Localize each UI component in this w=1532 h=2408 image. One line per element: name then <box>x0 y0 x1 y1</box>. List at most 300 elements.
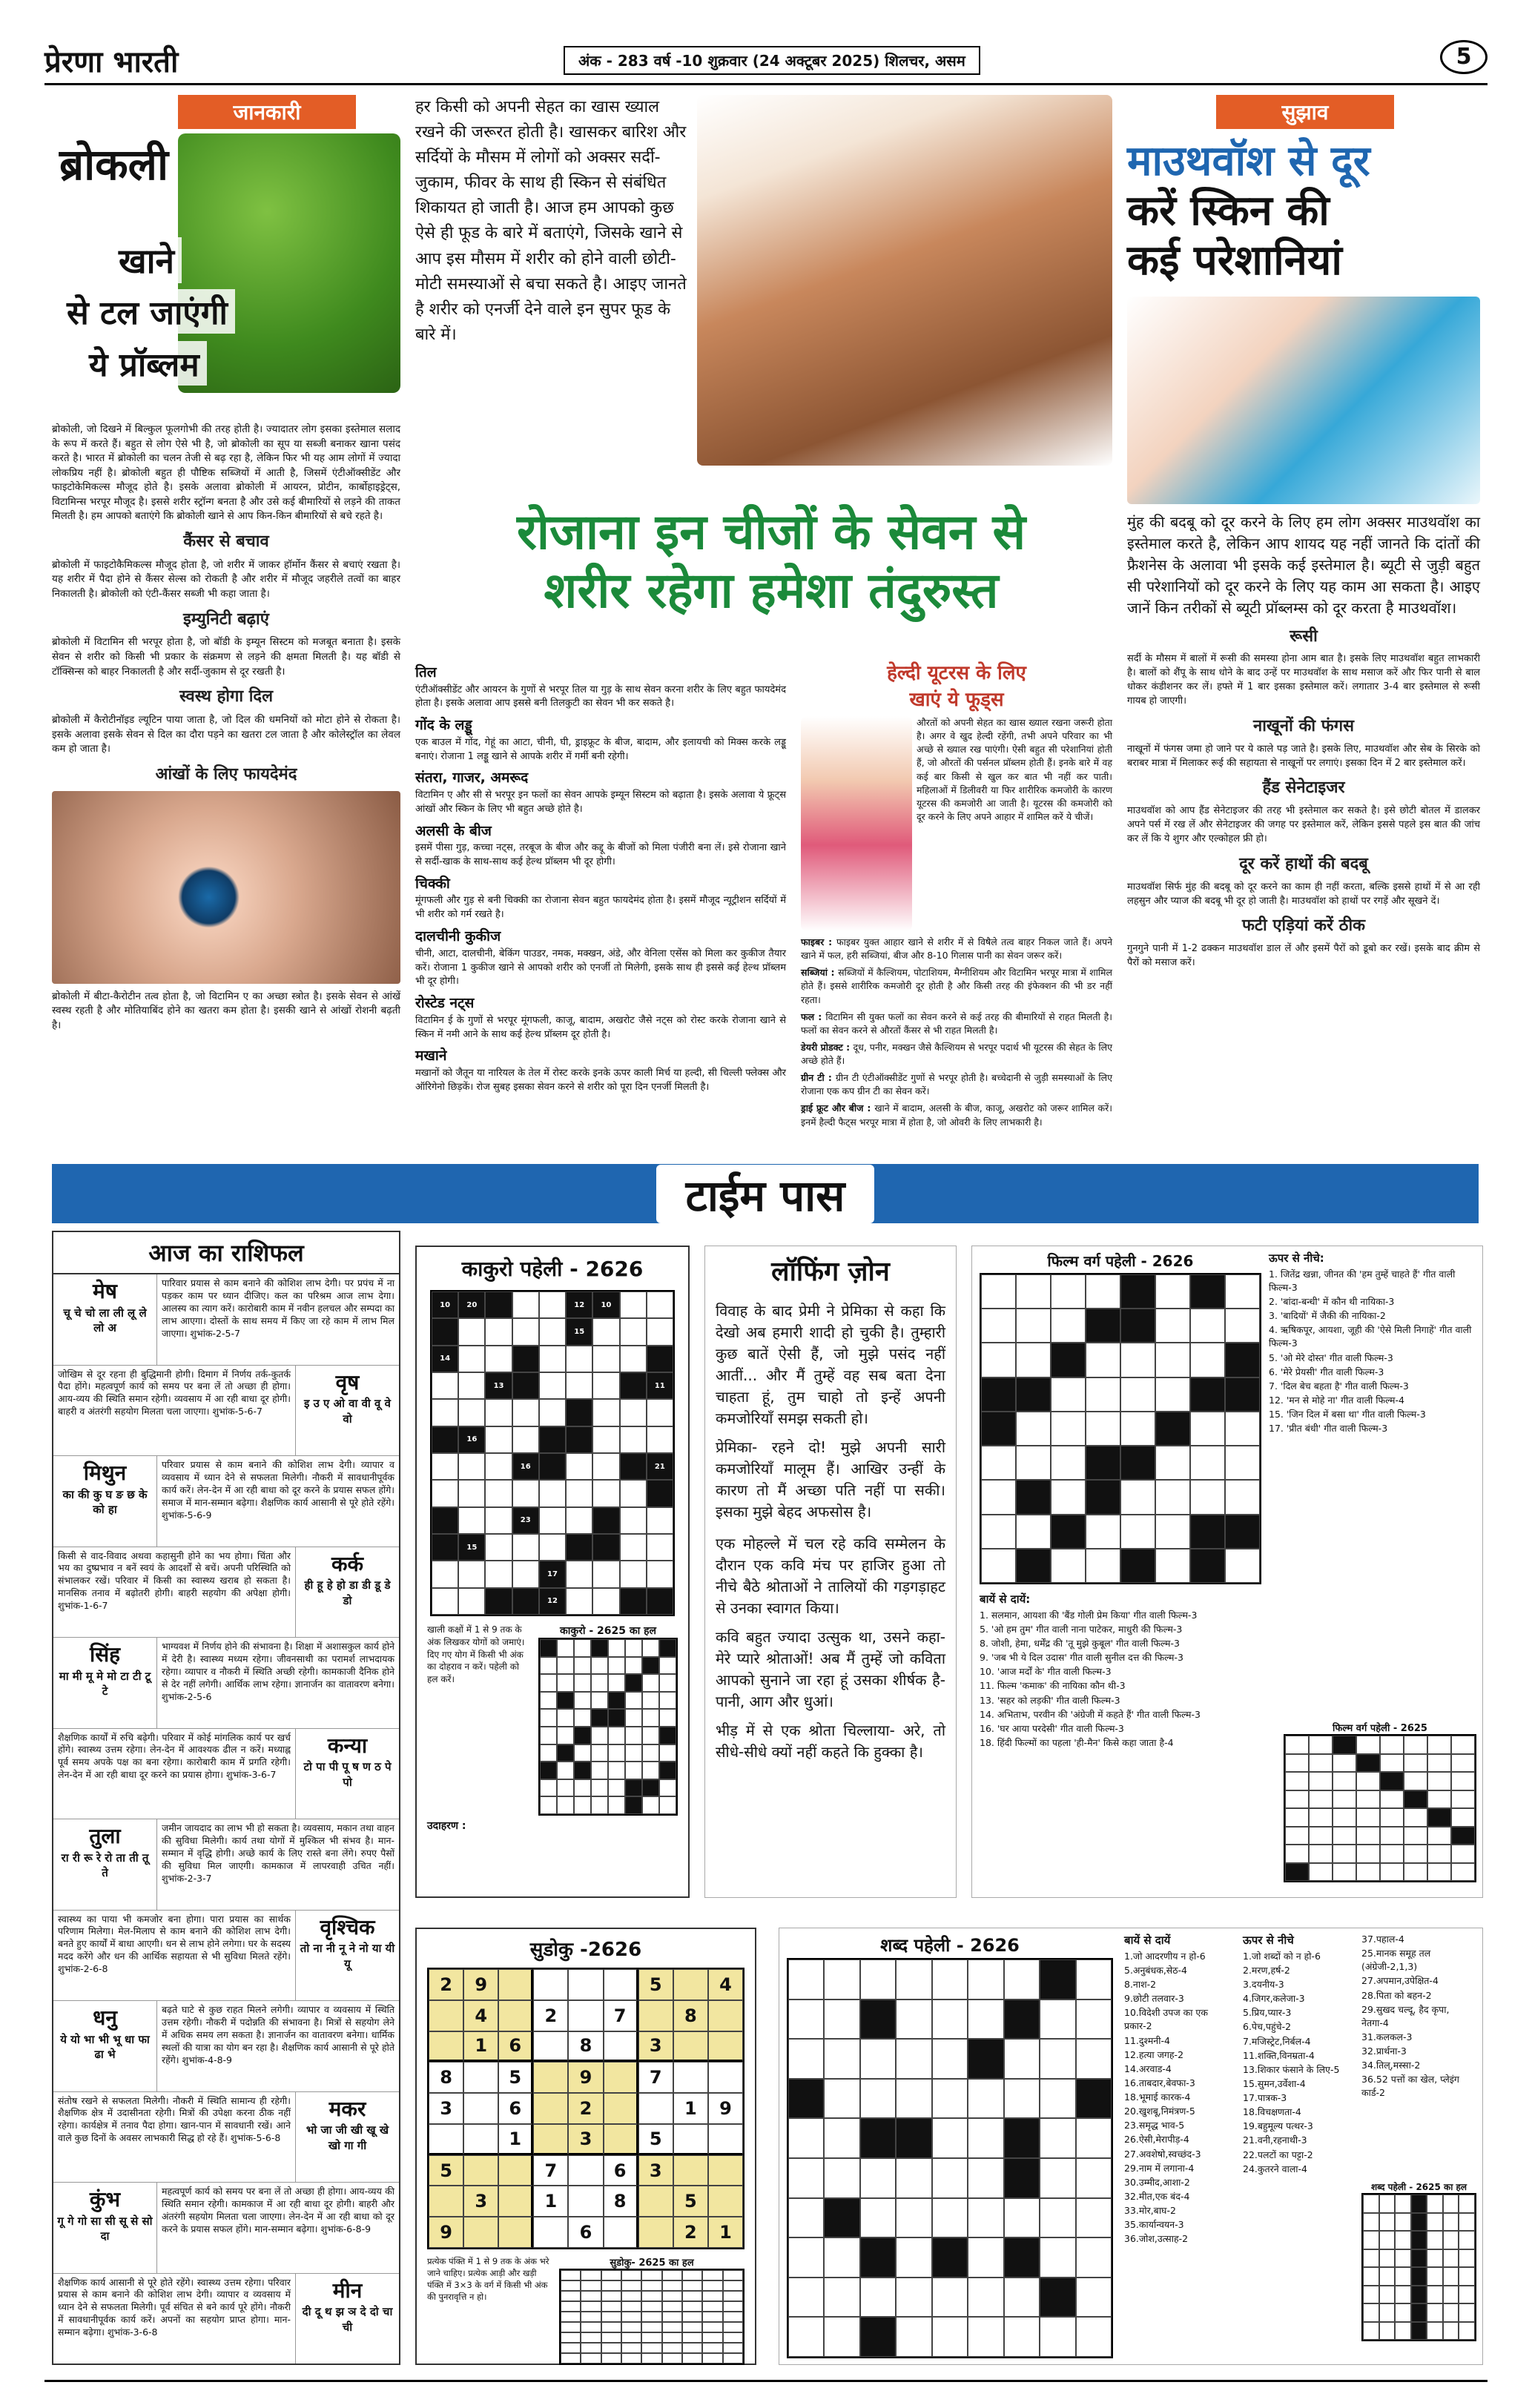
word-grid-cell <box>968 2237 1003 2278</box>
word-across-clue: 30.उम्मीद,आशा-2 <box>1124 2176 1190 2188</box>
film-grid-cell <box>1051 1309 1086 1343</box>
sudoku-cell <box>568 2186 603 2217</box>
uterus-intro: औरतों को अपनी सेहत का खास ख्याल रखना जरूरी होता है। अगर वे खुद हेल्दी रहेंगी, तभी अपने परिवार का भी अच्छे से ख्याल रख पाएंगी। ऐसी बहुत सी परेशानियां होती हैं, जो औरतों की पर्सनल प्रॉब्लम होती हैं। इनके बारे में वह कई बार किसी से खुल कर बात भी नहीं कर पाती। महिलाओं में डिलीवरी या फिर शारीरिक कमजोरी के कारण यूटरस की कमजोरी आ जाती है। यूटरस की कमजोरी को दूर करने के लिए अपने आहार में शामिल करें ये चीजें। <box>917 717 1112 822</box>
sudoku-cell: 3 <box>638 2155 673 2186</box>
kakuro-empty-cell <box>647 1318 673 1345</box>
food-item-text: मखानों को जैतून या नारियल के तेल में रोस्ट करके इनके ऊपर काली मिर्च या हल्दी, सी चिल्ली फ्लेक्स और ऑरिगेनो छिड़कें। रोज सुबह इसका सेवन करने से शरीर को पूरा दिन एनर्जी मिलती है। <box>415 1068 786 1093</box>
kakuro-clue-cell <box>539 1426 566 1453</box>
word-grid-cell <box>932 2198 968 2238</box>
sudoku-cell: 8 <box>429 2062 463 2093</box>
word-solution-cell <box>1379 2286 1396 2304</box>
film-solution-cell <box>1427 1772 1451 1790</box>
kakuro-empty-cell <box>485 1453 512 1480</box>
word-down-clue: 17.पात्रक-3 <box>1243 2092 1287 2103</box>
sudoku-solution-cell <box>702 2301 722 2312</box>
film-grid-block <box>981 1412 1016 1446</box>
horoscope-sign-name: सिंह <box>89 1642 121 1667</box>
sudoku-cell <box>533 2217 568 2248</box>
film-solution-cell <box>1427 1863 1451 1882</box>
horoscope-sign <box>295 1547 399 1638</box>
sudoku-cell <box>463 2124 498 2155</box>
kakuro-clue-cell: 11 <box>647 1372 673 1399</box>
film-grid-cell <box>1016 1412 1051 1446</box>
mouthwash-intro: मुंह की बदबू को दूर करने के लिए हम लोग अक्सर माउथवॉश का इस्तेमाल करते है, लेकिन आप शायद यह नहीं जानते कि दांतों की फ्रैशनेस के अलावा भी इसके कई इस्तेमाल है। ब्यूटी से जुड़ी बहुत सी परेशानियों को दूर करने के लिए यह काम आ सकता है। आइए जानें किन तरीकों से ब्यूटी प्रॉब्लम्स को दूर करता है माउथवॉश। <box>1127 512 1480 617</box>
kakuro-solution-cell <box>591 1796 608 1814</box>
word-solution-cell <box>1395 2267 1411 2286</box>
film-solution-cell <box>1404 1736 1427 1754</box>
sudoku-solution-cell <box>702 2291 722 2301</box>
word-down-clue: 22.पलटों का पट्टा-2 <box>1243 2149 1313 2160</box>
film-solution-block <box>1285 1863 1309 1882</box>
word-extra-clue: 28.पिता को बहन-2 <box>1361 1989 1432 2001</box>
horoscope-row <box>53 1274 399 1366</box>
film-grid-cell <box>1225 1446 1260 1480</box>
sudoku-cell: 7 <box>604 2000 638 2031</box>
kakuro-solution-cell <box>540 1727 557 1744</box>
sudoku-cell <box>533 2062 568 2093</box>
sudoku-cell: 2 <box>673 2217 708 2248</box>
word-solution-cell <box>1395 2322 1411 2341</box>
film-grid-cell <box>1120 1412 1155 1446</box>
sudoku-solution-cell <box>662 2343 682 2353</box>
kakuro-empty-cell <box>566 1480 592 1506</box>
word-grid-cell <box>968 1959 1003 2000</box>
film-grid-cell <box>1086 1377 1120 1412</box>
film-solution-cell <box>1380 1790 1404 1809</box>
kakuro-clue-cell: 10 <box>432 1291 458 1318</box>
word-across-clue: 32.मीत,एक बंद-4 <box>1124 2190 1190 2202</box>
kakuro-clue-cell <box>566 1534 592 1561</box>
kakuro-solution-block <box>625 1779 642 1797</box>
kakuro-solution-cell <box>540 1744 557 1762</box>
sudoku-solution-cell <box>561 2301 581 2312</box>
word-grid-cell <box>896 2079 931 2119</box>
film-grid-cell <box>1190 1480 1225 1514</box>
film-grid-block <box>1120 1274 1155 1309</box>
sudoku-solution-cell <box>601 2332 621 2343</box>
film-down-clue: 6. 'मेरे प्रेयसी' गीत वाली फिल्म-3 <box>1269 1366 1384 1377</box>
sudoku-solution-cell <box>682 2270 702 2280</box>
sudoku-cell: 6 <box>498 2093 533 2124</box>
word-across-clue: 20.खुशबू,निमंत्रण-5 <box>1124 2106 1195 2117</box>
film-grid-cell <box>1155 1274 1190 1309</box>
kakuro-empty-cell <box>539 1291 566 1318</box>
film-solution-block <box>1356 1754 1380 1773</box>
sudoku-cell: 3 <box>568 2124 603 2155</box>
kakuro-empty-cell <box>512 1291 539 1318</box>
sudoku-cell: 3 <box>463 2186 498 2217</box>
kakuro-solution-cell <box>642 1639 659 1657</box>
sudoku-grid <box>427 1968 744 2249</box>
laughing-zone <box>704 1246 957 1898</box>
word-grid-cell <box>896 1959 931 2000</box>
word-solution-cell <box>1363 2322 1379 2341</box>
sudoku-solution-cell <box>723 2332 743 2343</box>
film-down-clue: 3. 'बादियों' में जैकी की नायिका-2 <box>1269 1310 1386 1322</box>
kakuro-empty-cell <box>647 1426 673 1453</box>
word-solution-cell <box>1363 2231 1379 2249</box>
sudoku-solution-cell <box>641 2322 661 2332</box>
sudoku-cell: 1 <box>463 2031 498 2063</box>
sudoku-solution-cell <box>561 2291 581 2301</box>
kakuro-clue-cell: 15 <box>458 1534 485 1561</box>
kakuro-empty-cell <box>458 1372 485 1399</box>
word-down-clue: 21.वनी,रहनाथी-3 <box>1243 2134 1307 2146</box>
word-solution-cell <box>1427 2267 1443 2286</box>
sudoku-solution-cell <box>682 2343 702 2353</box>
sudoku-cell <box>463 2062 498 2093</box>
word-grid-cell <box>788 2000 824 2040</box>
word-puzzle-title: शब्द पहेली - 2626 <box>880 1935 1020 1956</box>
kakuro-solution-cell <box>659 1709 676 1727</box>
kakuro-empty-cell <box>620 1426 647 1453</box>
broccoli-image <box>178 133 400 393</box>
word-grid-cell <box>1076 2278 1112 2318</box>
kakuro-solution-block <box>557 1744 574 1762</box>
film-solution-cell <box>1285 1845 1309 1863</box>
word-solution-cell <box>1443 2231 1459 2249</box>
sudoku-solution-cell <box>662 2353 682 2364</box>
food-item-text: इसमें पीसा गुड़, कच्चा नट्स, तरबूज के बीज और कद्दू के बीजों को मिला पंजीरी बना लें। इसे रोजाना खाने से सर्दी-खाक के साथ-साथ कई हेल्थ प्रॉब्लम भी दूर होगी। <box>415 842 786 868</box>
kakuro-solution-cell <box>574 1639 591 1657</box>
word-grid-cell <box>824 2000 859 2040</box>
film-solution-grid <box>1284 1734 1476 1882</box>
sudoku-cell: 3 <box>638 2031 673 2063</box>
kakuro-solution-block <box>659 1727 676 1744</box>
film-solution-title: फिल्म वर्ग पहेली - 2625 <box>1333 1723 1427 1734</box>
headline-line-2: शरीर रहेगा हमेशा तंदुरुस्त <box>544 562 999 620</box>
sudoku-solution-cell <box>723 2280 743 2291</box>
sudoku-solution-cell <box>561 2343 581 2353</box>
uterus-item-heading: फल : <box>801 1010 826 1022</box>
word-grid-cell <box>896 2158 931 2198</box>
word-grid-block <box>1004 2158 1040 2198</box>
film-solution-cell <box>1451 1845 1475 1863</box>
kakuro-empty-cell <box>566 1372 592 1399</box>
sudoku-solution-cell <box>621 2301 641 2312</box>
film-solution-cell <box>1356 1863 1380 1882</box>
film-grid-cell <box>981 1309 1016 1343</box>
kakuro-solution-cell <box>608 1744 625 1762</box>
film-down-clue: 1. जितेंद्र खन्ना, जीनत की 'हम तुम्हें चाहते हैं' गीत वाली फिल्म-3 <box>1269 1268 1456 1293</box>
horoscope-sign <box>53 1819 157 1910</box>
kakuro-solution-cell <box>625 1639 642 1657</box>
word-across-clues <box>1124 1933 1235 2246</box>
film-grid-cell <box>1016 1446 1051 1480</box>
kakuro-solution-cell <box>540 1692 557 1710</box>
word-puzzle-box <box>779 1928 1483 2365</box>
film-across-clues <box>980 1592 1261 1750</box>
word-down-clues <box>1243 1933 1354 2177</box>
food-item-heading: चिक्की <box>415 875 450 892</box>
film-grid-cell <box>1016 1515 1051 1549</box>
horoscope-text: शैक्षणिक कार्य आसानी से पूरे होते रहेंगे। स्वास्थ्य उत्तम रहेगा। परिवार प्रयास से काम बनाने की कोशिश लाभ देगी। व्यापार व व्यवसाय में ध्यान देने से सफलता मिलेगी। पूर्व संचित से बने कार्य पूरे होंगे। नौकरी में सावधानीपूर्वक कार्य करें। अपनों का सहयोग प्राप्त होगा। मान-सम्मान बढ़ेगा। शुभांक-3-6-8 <box>58 2276 291 2338</box>
word-solution-block <box>1411 2286 1427 2304</box>
kakuro-empty-cell <box>566 1507 592 1534</box>
paragraph-hand-sanitizer: माउथवॉश को आप हैंड सेनेटाइजर की तरह भी इस्तेमाल कर सकते है। इसे छोटी बोतल में डालकर अपने पर्स में रख लें और सेनेटाइजर की जगह पर इस्तेमाल करें, लेकिन इससे पहले इस बात की जांच कर लें कि ये शुगर और एल्कोहल फ्री हो। <box>1127 805 1480 844</box>
film-down-clue: 4. ऋषिकपूर, आयशा, जूही की 'ऐसे मिली निगाहें' गीत वाली फिल्म-3 <box>1269 1324 1472 1349</box>
kakuro-solution-block <box>625 1674 642 1692</box>
film-grid-cell <box>1190 1343 1225 1377</box>
kakuro-empty-cell <box>458 1318 485 1345</box>
word-down-clue: 13.शिकार फंसाने के लिए-5 <box>1243 2063 1340 2075</box>
word-grid-cell <box>824 2158 859 2198</box>
word-solution-cell <box>1459 2303 1475 2322</box>
word-grid-block <box>932 2237 968 2278</box>
word-across-clue: 12.हत्या जगह-2 <box>1124 2048 1184 2060</box>
film-solution-cell <box>1380 1845 1404 1863</box>
page-number: 5 <box>1440 40 1488 74</box>
word-grid-cell <box>932 2039 968 2079</box>
food-item-heading: रोस्टेड नट्स <box>415 995 475 1012</box>
film-solution-cell <box>1309 1863 1333 1882</box>
film-grid-cell <box>1155 1309 1190 1343</box>
food-item-heading: अलसी के बीज <box>415 822 492 839</box>
food-item-heading: गोंद के लड्डू <box>415 717 472 734</box>
word-across-clue: 27.अवशेषो,स्वच्छंद-3 <box>1124 2148 1201 2160</box>
kakuro-solution-cell <box>625 1709 642 1727</box>
word-grid-cell <box>824 2278 859 2318</box>
word-solution-cell <box>1427 2303 1443 2322</box>
kakuro-empty-cell <box>539 1318 566 1345</box>
word-solution-cell <box>1443 2286 1459 2304</box>
kakuro-solution-block <box>591 1639 608 1657</box>
sudoku-solution-cell <box>702 2343 722 2353</box>
uterus-item <box>801 936 1112 962</box>
sudoku-cell: 6 <box>604 2155 638 2186</box>
film-grid-cell <box>1225 1274 1260 1309</box>
uterus-item-text: दूध, पनीर, मक्खन जैसे कैल्शियम से भरपूर पदार्थ भी यूटरस की सेहत के लिए अच्छे होते हैं। <box>801 1041 1112 1066</box>
horoscope-sign-letters: रा री रू रे रो ता ती तू ते <box>61 1850 149 1880</box>
word-grid-cell <box>968 2118 1003 2158</box>
kakuro-empty-cell <box>620 1480 647 1506</box>
kakuro-solution-cell <box>642 1709 659 1727</box>
broccoli-title: ब्रोकली <box>59 139 169 190</box>
uterus-item-heading: ग्रीन टी : <box>801 1072 836 1084</box>
kakuro-empty-cell <box>539 1346 566 1372</box>
horoscope-row <box>53 1547 399 1638</box>
word-grid-block <box>788 2079 824 2119</box>
sudoku-cell: 7 <box>638 2062 673 2093</box>
kakuro-solution-cell <box>625 1727 642 1744</box>
sudoku-solution-cell <box>621 2353 641 2364</box>
kakuro-solution-cell <box>540 1779 557 1797</box>
kakuro-solution-cell <box>591 1692 608 1710</box>
word-down-clue: 5.प्रिय,प्यार-3 <box>1243 2007 1292 2019</box>
sudoku-cell <box>604 2217 638 2248</box>
film-solution-cell <box>1333 1863 1356 1882</box>
sudoku-solution-cell <box>621 2280 641 2291</box>
film-grid-cell <box>1225 1412 1260 1446</box>
kakuro-empty-cell <box>620 1561 647 1587</box>
sudoku-cell <box>498 1969 533 2000</box>
word-solution-cell <box>1459 2213 1475 2232</box>
kakuro-empty-cell <box>592 1588 619 1615</box>
word-grid-cell <box>860 2039 896 2079</box>
word-extra-clue: 32.प्रार्थना-3 <box>1361 2045 1407 2057</box>
mouthwash-image <box>1127 297 1480 504</box>
film-grid-cell <box>1086 1549 1120 1583</box>
film-solution-cell <box>1285 1754 1309 1773</box>
horoscope-text: जमीन जायदाद का लाभ भी हो सकता है। व्यवसाय, मकान तथा वाहन की सुविधा मिलेगी। कार्य तथा योगों में मुश्किल भी संभव है। मान-सम्मान में वृद्धि होगी। अच्छे कार्य के लिए रास्ते बना लेंगे। रुपए पैसों की सुविधा मिल जाएगी। कामकाज में लापरवाही उचित नहीं। शुभांक-2-3-7 <box>162 1822 394 1884</box>
sudoku-solution-cell <box>662 2301 682 2312</box>
sudoku-cell: 3 <box>429 2093 463 2124</box>
kakuro-clue-cell <box>512 1346 539 1372</box>
film-grid-block <box>1190 1377 1225 1412</box>
sudoku-cell <box>708 2155 743 2186</box>
kakuro-solution-cell <box>608 1639 625 1657</box>
word-grid-cell <box>1040 2198 1075 2238</box>
sudoku-solution-cell <box>601 2343 621 2353</box>
sudoku-solution-cell <box>662 2270 682 2280</box>
masthead <box>44 37 1488 82</box>
film-solution-block <box>1333 1736 1356 1754</box>
joke-1-part-2: प्रेमिका- रहने दो! मुझे अपनी सारी कमजोरियाँ मालूम हैं। आखिर उन्हीं के कारण तो मैं अच्छा पति नहीं पा सकी। इसका मुझे बेहद अफसोस है। <box>716 1438 945 1521</box>
film-solution-cell <box>1309 1736 1333 1754</box>
kakuro-solution-cell <box>591 1762 608 1779</box>
sudoku-cell <box>533 2093 568 2124</box>
kakuro-empty-cell <box>620 1507 647 1534</box>
word-solution-cell <box>1395 2249 1411 2268</box>
kakuro-clue-cell: 12 <box>566 1291 592 1318</box>
woman-image <box>801 716 912 931</box>
kakuro-solution-block <box>540 1639 557 1657</box>
kakuro-solution-cell <box>625 1744 642 1762</box>
sudoku-cell <box>429 2000 463 2031</box>
film-solution-cell <box>1333 1827 1356 1845</box>
film-grid-block <box>1190 1515 1225 1549</box>
film-solution-cell <box>1285 1772 1309 1790</box>
word-grid-block <box>860 2000 896 2040</box>
kakuro-clue-cell: 15 <box>566 1318 592 1345</box>
word-grid-cell <box>824 2237 859 2278</box>
word-solution-cell <box>1443 2213 1459 2232</box>
kakuro-clue-cell: 14 <box>432 1346 458 1372</box>
kakuro-solution-cell <box>608 1779 625 1797</box>
word-grid-cell <box>1076 1959 1112 2000</box>
word-grid-cell <box>1004 2039 1040 2079</box>
sudoku-solution-cell <box>601 2312 621 2322</box>
film-grid-cell <box>1051 1412 1086 1446</box>
broccoli-article <box>52 95 400 1162</box>
kakuro-solution-cell <box>591 1744 608 1762</box>
sudoku-solution-cell <box>581 2270 601 2280</box>
word-grid-cell <box>968 2278 1003 2318</box>
horoscope-title: आज का राशिफल <box>53 1232 399 1274</box>
sudoku-solution-cell <box>601 2270 621 2280</box>
film-crossword-box <box>971 1246 1483 1898</box>
film-solution-cell <box>1451 1736 1475 1754</box>
film-solution-cell <box>1380 1827 1404 1845</box>
kakuro-solution-cell <box>642 1796 659 1814</box>
word-grid-cell <box>824 2118 859 2158</box>
uterus-item <box>801 1010 1112 1037</box>
kakuro-clue-cell <box>647 1346 673 1372</box>
film-solution-cell <box>1356 1827 1380 1845</box>
sudoku-cell <box>604 2124 638 2155</box>
word-solution-cell <box>1395 2213 1411 2232</box>
film-solution-cell <box>1427 1754 1451 1773</box>
film-solution-cell <box>1451 1754 1475 1773</box>
kakuro-empty-cell <box>512 1426 539 1453</box>
film-grid-cell <box>1155 1446 1190 1480</box>
kakuro-solution-title: काकुरो - 2625 का हल <box>559 1625 657 1637</box>
superfood-article <box>415 95 1112 1162</box>
broccoli-header <box>52 133 400 423</box>
horoscope-sign-name: मीन <box>332 2278 363 2303</box>
kakuro-solution-cell <box>659 1674 676 1692</box>
film-grid-block <box>1225 1515 1260 1549</box>
sudoku-cell: 9 <box>429 2217 463 2248</box>
word-grid-block <box>1040 1959 1075 2000</box>
sudoku-solution-cell <box>682 2322 702 2332</box>
word-grid-cell <box>932 2118 968 2158</box>
film-grid-cell <box>1016 1274 1051 1309</box>
word-grid-cell <box>932 2317 968 2357</box>
film-solution-cell <box>1427 1736 1451 1754</box>
film-solution-cell <box>1427 1827 1451 1845</box>
horoscope-text: किसी से वाद-विवाद अथवा कहासुनी होने का भय होगा। चिंता और भय का दुष्प्रभाव न बनें स्वयं के आदर्शों से बचें। अपनी परिस्थिति को संभालकर रखें। परिवार में किसी का स्वास्थ्य खराब हो सकता है। मानसिक तनाव में बढ़ोतरी होगी। बाहरी सहयोग की अपेक्षा होगी। शुभांक-1-6-7 <box>58 1549 291 1611</box>
sudoku-solution-cell <box>641 2332 661 2343</box>
horoscope-sign-name: धनु <box>93 2005 117 2030</box>
word-solution-title: शब्द पहेली - 2625 का हल <box>1370 2182 1467 2192</box>
eye-image <box>52 791 400 984</box>
horoscope-text: बढ़ते घाटे से कुछ राहत मिलने लगेगी। व्यापार व व्यवसाय में स्थिति उत्तम रहेगी। नौकरी में पदोन्नति की संभावना है। मित्रों से सहयोग लेने में अधिक समय लग सकता है। ज्ञानार्जन का वातावरण बनेगा। धार्मिक स्थलों की यात्रा का योग बन रहा है। शैक्षणिक कार्य आसानी से पूरे होते रहेंगे। शुभांक-4-8-9 <box>162 2004 394 2065</box>
film-solution-cell <box>1380 1808 1404 1827</box>
sudoku-cell: 6 <box>568 2217 603 2248</box>
word-grid-cell <box>1040 2237 1075 2278</box>
paragraph-heart: ब्रोकोली में कैरोटीनॉइड ल्यूटिन पाया जाता है, जो दिल की धमनियों को मोटा होने से रोकता है। इसके अलावा इसके सेवन से दिल का दौरा पड़ने का खतरा टल जाता है और कोलेस्ट्रॉल का लेवल कम हो जाता है। <box>52 713 400 755</box>
sudoku-cell: 1 <box>498 2124 533 2155</box>
film-grid-block <box>1086 1480 1120 1514</box>
kakuro-empty-cell <box>539 1480 566 1506</box>
kakuro-empty-cell <box>647 1561 673 1587</box>
sudoku-cell <box>604 2062 638 2093</box>
sudoku-cell <box>498 2155 533 2186</box>
kakuro-empty-cell <box>566 1561 592 1587</box>
sudoku-solution-cell <box>702 2280 722 2291</box>
sudoku-cell <box>498 2217 533 2248</box>
sudoku-solution-cell <box>702 2322 722 2332</box>
film-down-clues <box>1269 1251 1476 1436</box>
kakuro-empty-cell <box>485 1399 512 1426</box>
word-grid-cell <box>896 2237 931 2278</box>
horoscope-sign-name: तुला <box>89 1824 121 1848</box>
kakuro-solution-cell <box>642 1762 659 1779</box>
sudoku-cell <box>638 2217 673 2248</box>
word-grid-block <box>860 2237 896 2278</box>
kakuro-clue-cell <box>432 1318 458 1345</box>
horoscope-sign-name: कन्या <box>327 1733 368 1758</box>
word-grid-cell <box>1040 2000 1075 2040</box>
kakuro-empty-cell <box>592 1372 619 1399</box>
kakuro-clue-cell <box>566 1399 592 1426</box>
sudoku-cell: 8 <box>673 2000 708 2031</box>
film-solution-cell <box>1427 1845 1451 1863</box>
kakuro-empty-cell <box>539 1534 566 1561</box>
kakuro-solution-cell <box>625 1762 642 1779</box>
film-across-clue: 5. 'ओ हम तुम' गीत वाली नाना पाटेकर, माधुरी की फिल्म-3 <box>980 1623 1183 1635</box>
subheading-cracked-heels: फटी एड़ियां करें ठीक <box>1241 916 1366 936</box>
word-across-title: बायें से दायें <box>1124 1934 1171 1947</box>
film-solution-cell <box>1309 1808 1333 1827</box>
broccoli-intro: ब्रोकोली, जो दिखने में बिल्कुल फूलगोभी की तरह होती है। ज्यादातर लोग इसका इस्तेमाल सलाद के रूप में करते हैं। बहुत से लोग ऐसे भी है, जो ब्रोकोली का सूप या सब्जी बनाकर खाना पसंद करते है। भारत में ब्रोकोली का चलन तेजी से बढ़ रहा है, लेकिन फिर भी यह आम लोगों में ज्यादा लोकप्रिय नहीं है। ब्रोकोली बहुत ही पौष्टिक सब्जियों में आती है, जिसमें एंटीऑक्सीडेंट और फाइटोकेमिकल्स मौजूद होते है। इसके अलावा ब्रोकोली में आयरन, प्रोटीन, कार्बोहाइड्रेट्स, विटामिन्स भरपूर मौजूद है। इससे शरीर स्ट्रॉन्ग बनता है और उसे कई बीमारियों से लड़ने की ताकत मिलती है। हम आपको बताएंगे कि ब्रोकोली खाने से आप किन-किन बीमारियों से बचे रहते है। <box>52 423 400 523</box>
film-crossword-title: फिल्म वर्ग पहेली - 2626 <box>1047 1252 1194 1270</box>
word-solution-cell <box>1427 2322 1443 2341</box>
kakuro-solution-cell <box>557 1674 574 1692</box>
film-solution-cell <box>1451 1863 1475 1882</box>
word-solution-cell <box>1443 2322 1459 2341</box>
